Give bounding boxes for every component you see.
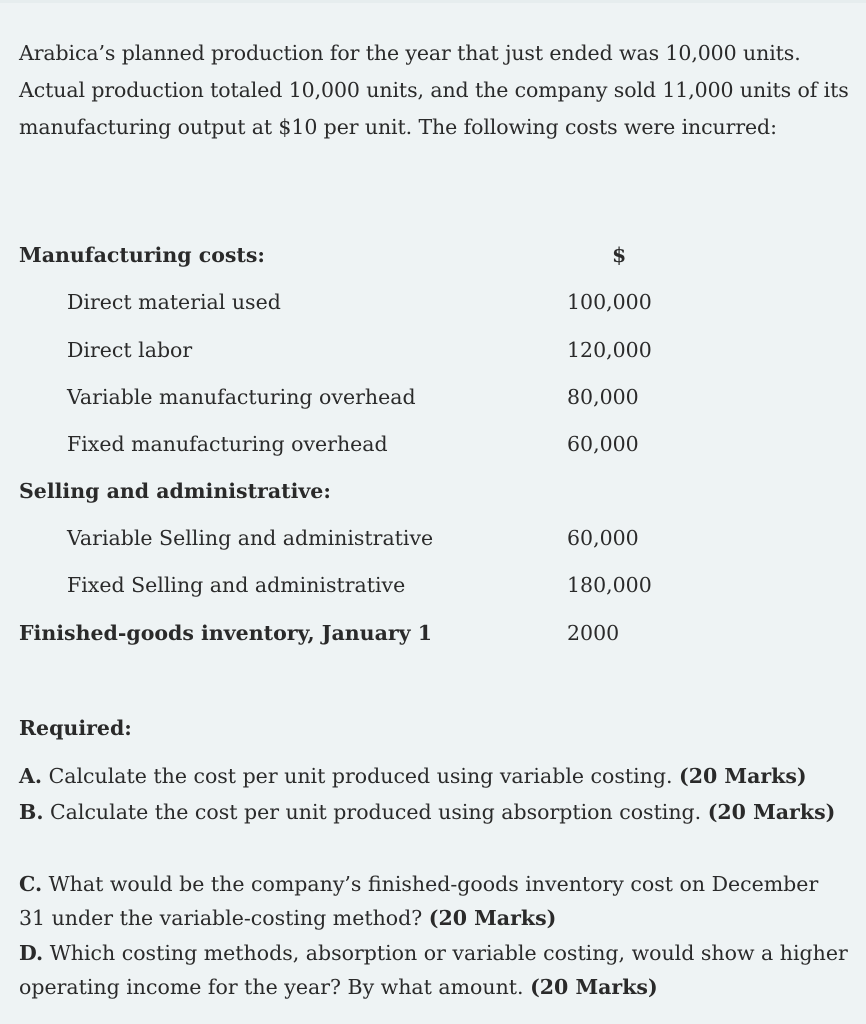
requirement-text: Calculate the cost per unit produced using variable costing. (42, 764, 680, 788)
currency-symbol: $ (612, 243, 627, 267)
cost-label-direct-material: Direct material used (67, 290, 281, 314)
requirement-text: What would be the company’s finished-goods inventory cost on December 31 under the variable-costing method? (19, 872, 819, 930)
requirement-letter: B. (19, 800, 44, 824)
requirement-letter: C. (19, 872, 43, 896)
cost-value-variable-selling: 60,000 (567, 526, 639, 550)
requirement-text: Calculate the cost per unit produced using absorption costing. (43, 800, 708, 824)
cost-value-fixed-selling: 180,000 (567, 573, 652, 597)
requirement-marks: (20 Marks) (707, 800, 836, 824)
cost-value-fixed-mfg-overhead: 60,000 (567, 432, 639, 456)
requirement-marks: (20 Marks) (428, 906, 557, 930)
requirement-d (19, 936, 849, 1004)
requirement-c (19, 867, 849, 935)
requirement-text: Which costing methods, absorption or variable costing, would show a higher operating income for the year? By what amount. (19, 941, 848, 999)
manufacturing-costs-heading: Manufacturing costs: (19, 243, 265, 267)
inventory-value: 2000 (567, 621, 620, 645)
cost-value-direct-material: 100,000 (567, 290, 652, 314)
intro-paragraph: Arabica’s planned production for the year that just ended was 10,000 units. Actual production totaled 10,000 units, and the company sold 11,000 units of its manufacturing output at $10 per unit. The following costs were incurred: (19, 41, 849, 139)
cost-label-fixed-selling: Fixed Selling and administrative (67, 573, 406, 597)
cost-label-variable-mfg-overhead: Variable manufacturing overhead (67, 385, 416, 409)
required-heading: Required: (19, 716, 132, 740)
inventory-label: Finished-goods inventory, January 1 (19, 621, 432, 645)
requirement-a (19, 759, 849, 793)
selling-admin-heading: Selling and administrative: (19, 479, 331, 503)
requirement-letter: D. (19, 941, 44, 965)
cost-label-direct-labor: Direct labor (67, 338, 193, 362)
requirement-marks: (20 Marks) (530, 975, 658, 999)
cost-label-variable-selling: Variable Selling and administrative (67, 526, 434, 550)
requirement-letter: A. (19, 764, 43, 788)
cost-value-variable-mfg-overhead: 80,000 (567, 385, 639, 409)
cost-value-direct-labor: 120,000 (567, 338, 652, 362)
cost-label-fixed-mfg-overhead: Fixed manufacturing overhead (67, 432, 388, 456)
requirement-marks: (20 Marks) (679, 764, 807, 788)
requirement-b (19, 795, 849, 829)
